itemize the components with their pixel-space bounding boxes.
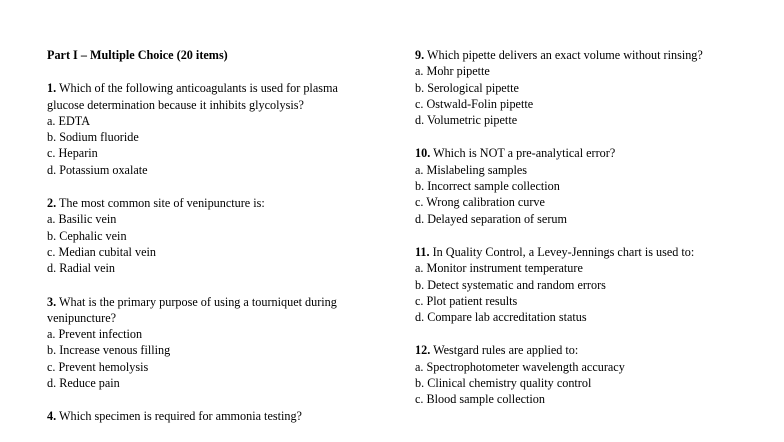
option-b: b. Serological pipette bbox=[415, 80, 519, 95]
question-text bbox=[47, 195, 367, 211]
question-stem: Which is NOT a pre-analytical error? bbox=[433, 146, 616, 161]
question-10 bbox=[415, 145, 735, 226]
question-text bbox=[415, 244, 735, 260]
option-a: a. EDTA bbox=[47, 113, 91, 128]
question-stem: Which pipette delivers an exact volume without rinsing? bbox=[426, 48, 703, 62]
question-text bbox=[415, 342, 735, 358]
option-b: b. Sodium fluoride bbox=[47, 130, 139, 145]
option-d: d. Delayed separation of serum bbox=[415, 211, 567, 226]
option-c: c. Median cubital vein bbox=[47, 244, 156, 259]
question-number: 11. bbox=[415, 244, 430, 259]
option-d: d. Radial vein bbox=[47, 261, 116, 276]
question-text bbox=[47, 408, 367, 424]
right-column bbox=[415, 47, 735, 425]
option-d: d. Potassium oxalate bbox=[47, 162, 148, 177]
option-c: c. Wrong calibration curve bbox=[415, 195, 545, 210]
question-stem: The most common site of venipuncture is: bbox=[58, 196, 265, 211]
option-d: d. Compare lab accreditation status bbox=[415, 310, 587, 325]
question-number: 2. bbox=[47, 196, 57, 211]
option-a: a. Monitor instrument temperature bbox=[415, 261, 583, 276]
question-stem: Which of the following anticoagulants is used for plasma glucose determination because it inhibits glycolysis? bbox=[47, 81, 338, 112]
question-text bbox=[415, 47, 735, 63]
question-1 bbox=[47, 80, 367, 178]
question-4 bbox=[47, 408, 367, 424]
option-b: b. Detect systematic and random errors bbox=[415, 277, 606, 292]
option-c: c. Plot patient results bbox=[415, 293, 518, 308]
option-c: c. Blood sample collection bbox=[415, 392, 545, 407]
question-12 bbox=[415, 342, 735, 407]
question-number: 3. bbox=[47, 294, 57, 309]
option-a: a. Spectrophotometer wavelength accuracy bbox=[415, 359, 625, 374]
question-stem: What is the primary purpose of using a tourniquet during venipuncture? bbox=[47, 294, 337, 325]
option-d: d. Volumetric pipette bbox=[415, 113, 518, 128]
question-number: 1. bbox=[47, 81, 57, 96]
question-text bbox=[415, 145, 735, 161]
option-b: b. Clinical chemistry quality control bbox=[415, 376, 592, 391]
question-number: 4. bbox=[47, 409, 57, 424]
option-a: a. Prevent infection bbox=[47, 327, 143, 342]
left-column bbox=[47, 47, 367, 442]
option-a: a. Mislabeling samples bbox=[415, 162, 528, 177]
option-d: d. Reduce pain bbox=[47, 376, 120, 391]
option-a: a. Mohr pipette bbox=[415, 64, 490, 79]
question-number: 10. bbox=[415, 146, 431, 161]
question-stem: Westgard rules are applied to: bbox=[433, 343, 579, 358]
option-b: b. Cephalic vein bbox=[47, 228, 127, 243]
question-number: 9. bbox=[415, 48, 425, 62]
question-text bbox=[47, 80, 367, 113]
question-9 bbox=[415, 47, 735, 128]
option-b: b. Increase venous filling bbox=[47, 343, 171, 358]
question-11 bbox=[415, 244, 735, 325]
question-2 bbox=[47, 195, 367, 276]
option-c: c. Heparin bbox=[47, 146, 98, 161]
option-c: c. Prevent hemolysis bbox=[47, 359, 149, 374]
question-text bbox=[47, 294, 367, 327]
question-stem: Which specimen is required for ammonia testing? bbox=[58, 409, 302, 424]
question-number: 12. bbox=[415, 343, 431, 358]
option-b: b. Incorrect sample collection bbox=[415, 179, 560, 194]
option-a: a. Basilic vein bbox=[47, 212, 117, 227]
section-title: Part I – Multiple Choice (20 items) bbox=[47, 48, 228, 62]
question-3 bbox=[47, 294, 367, 392]
option-c: c. Ostwald-Folin pipette bbox=[415, 96, 534, 111]
question-stem: In Quality Control, a Levey-Jennings chart is used to: bbox=[432, 244, 695, 259]
